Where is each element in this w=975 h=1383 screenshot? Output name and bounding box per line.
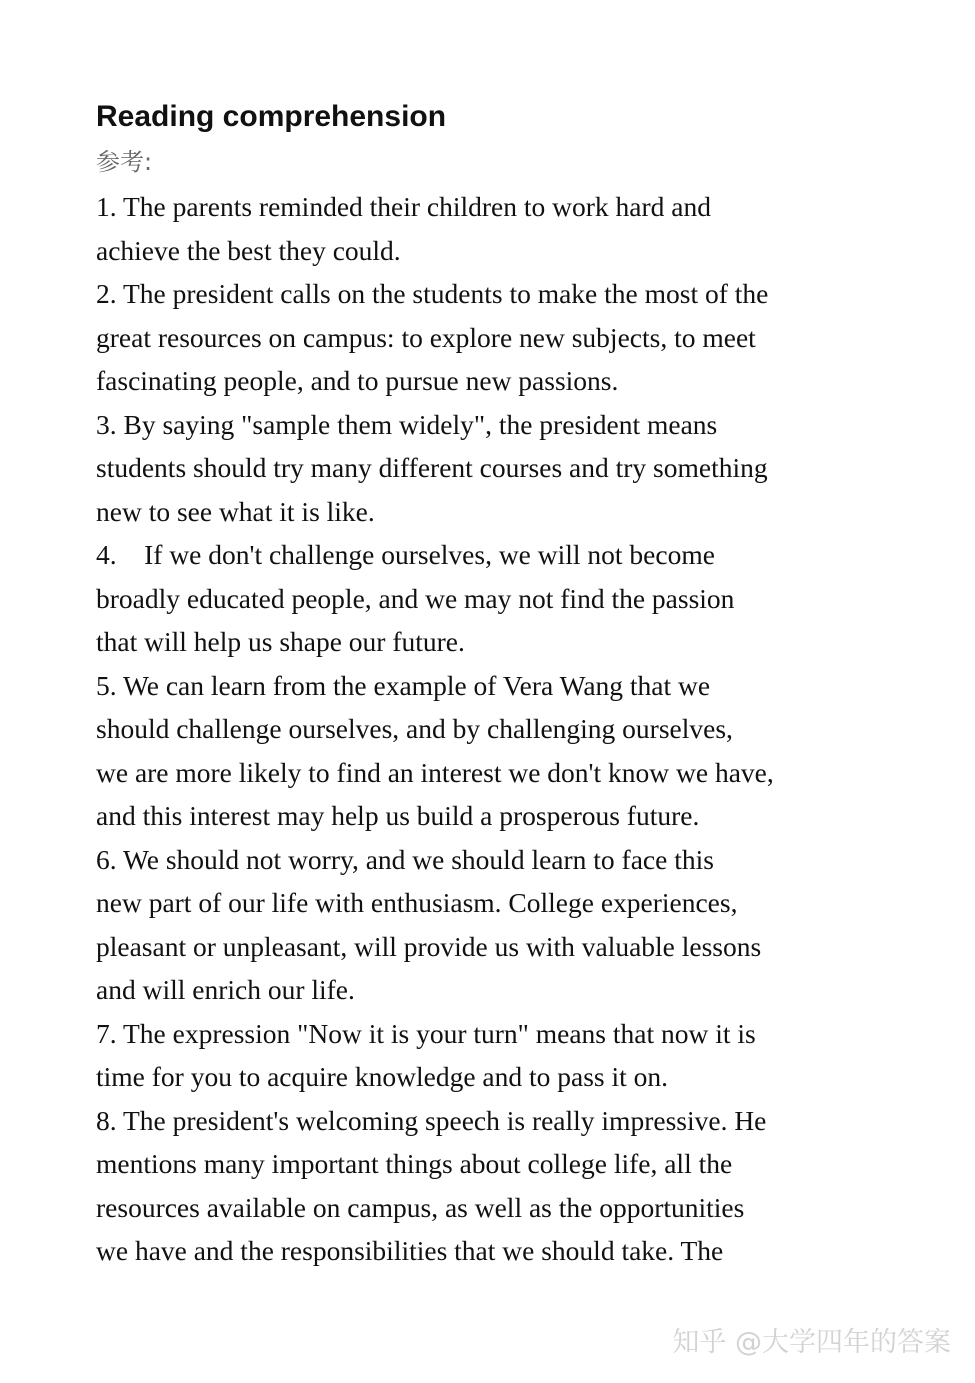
text-line-17: new part of our life with enthusiasm. College experiences, [96, 887, 738, 918]
page-title: Reading comprehension [96, 100, 447, 133]
text-line-5: fascinating people, and to pursue new passions. [96, 365, 619, 396]
reference-label: 参考: [96, 148, 153, 176]
text-line-7: students should try many different courses and try something [96, 452, 768, 483]
text-line-9: 4. If we don't challenge ourselves, we will not become [96, 539, 715, 570]
answer-text-block [96, 185, 896, 1273]
text-line-20: 7. The expression "Now it is your turn" means that now it is [96, 1017, 756, 1049]
text-line-25: we have and the responsibilities that we should take. The [96, 1235, 724, 1266]
text-line-16: 6. We should not worry, and we should learn to face this [96, 843, 714, 875]
text-line-2: achieve the best they could. [96, 234, 401, 266]
text-line-3: 2. The president calls on the students to make the most of the [96, 278, 769, 309]
text-line-6: 3. By saying "sample them widely", the president means [96, 408, 718, 440]
text-line-4: great resources on campus: to explore new subjects, to meet [96, 321, 756, 353]
text-line-19: and will enrich our life. [96, 974, 355, 1005]
text-line-10: broadly educated people, and we may not find the passion [96, 582, 735, 614]
text-line-8: new to see what it is like. [96, 495, 375, 527]
text-line-12: 5. We can learn from the example of Vera Wang that we [96, 669, 711, 701]
text-line-1: 1. The parents reminded their children to work hard and [96, 191, 711, 222]
text-line-11: that will help us shape our future. [96, 626, 465, 657]
text-line-22: 8. The president's welcoming speech is really impressive. He [96, 1104, 767, 1136]
text-line-24: resources available on campus, as well as the opportunities [96, 1191, 745, 1223]
text-line-13: should challenge ourselves, and by challenging ourselves, [96, 713, 733, 744]
text-line-15: and this interest may help us build a prosperous future. [96, 800, 700, 831]
text-line-14: we are more likely to find an interest we don't know we have, [96, 756, 774, 788]
text-line-21: time for you to acquire knowledge and to pass it on. [96, 1061, 669, 1092]
watermark: 知乎 @大学四年的答案 [672, 1327, 951, 1358]
text-line-23: mentions many important things about college life, all the [96, 1148, 733, 1179]
text-line-18: pleasant or unpleasant, will provide us with valuable lessons [96, 930, 762, 962]
